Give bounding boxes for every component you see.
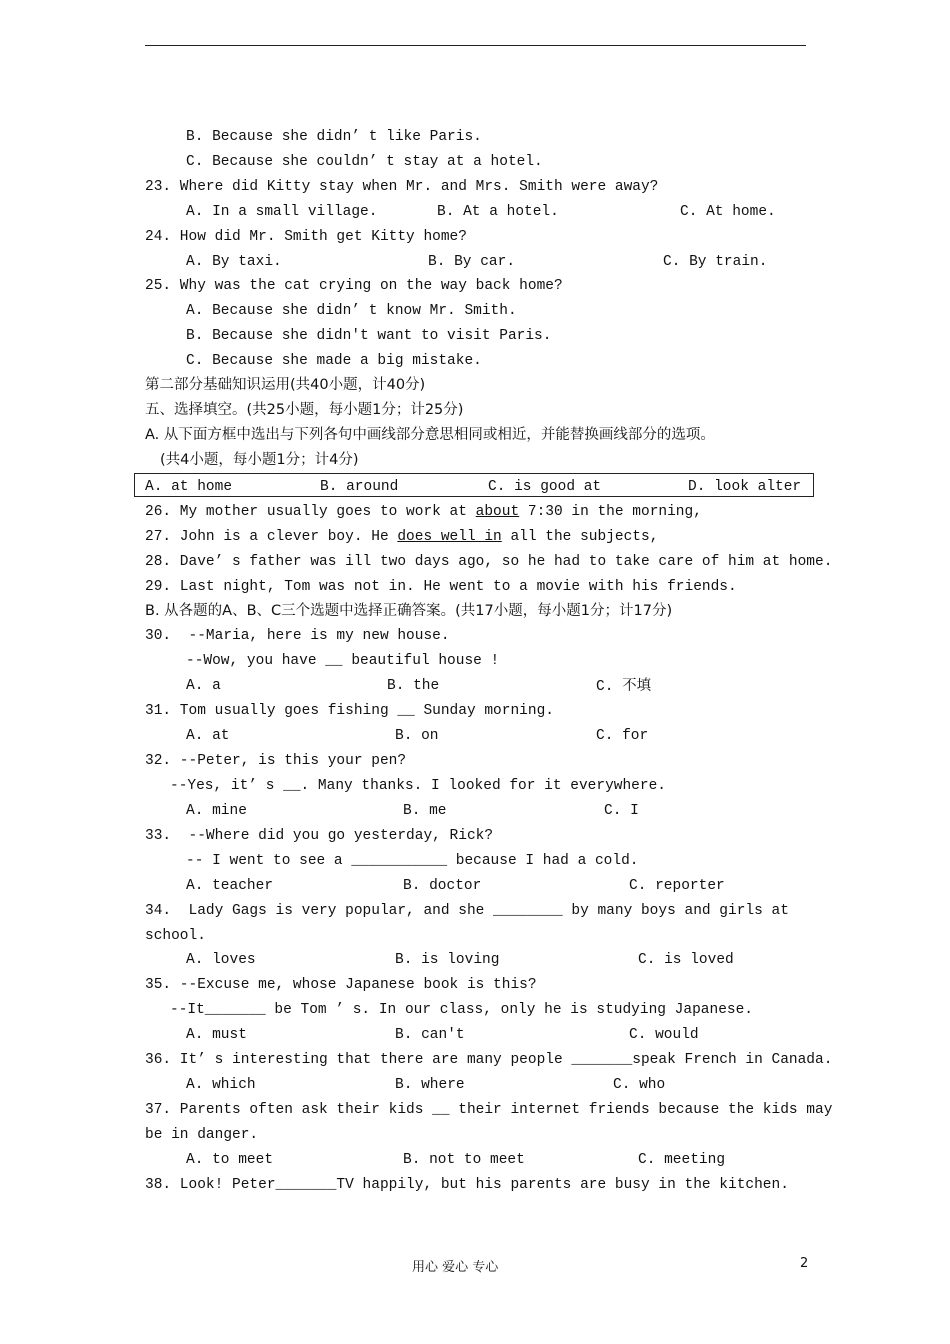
part2-heading: 第二部分基础知识运用(共40小题，计40分) — [145, 377, 426, 393]
q23-option-b: B. At a hotel. — [437, 204, 559, 220]
q37-line1: 37. Parents often ask their kids __ their internet friends because the kids may — [145, 1102, 833, 1118]
q36-stem: 36. It’ s interesting that there are many people _______speak French in Canada. — [145, 1052, 833, 1068]
q31-stem: 31. Tom usually goes fishing __ Sunday morning. — [145, 703, 554, 719]
q33-line2: -- I went to see a ___________ because I had a cold. — [186, 853, 639, 869]
q30-line1: 30. --Maria, here is my new house. — [145, 628, 450, 644]
q33-line1: 33. --Where did you go yesterday, Rick? — [145, 828, 494, 844]
q22-option-c: C. Because she couldn’ t stay at a hotel. — [186, 154, 543, 170]
box-option-b: B. around — [320, 479, 399, 495]
q37-option-b: B. not to meet — [403, 1152, 525, 1168]
q31-option-a: A. at — [186, 728, 230, 744]
partA-scoring: (共4小题，每小题1分；计4分) — [160, 452, 359, 468]
q25-option-c: C. Because she made a big mistake. — [186, 353, 482, 369]
q23-stem: 23. Where did Kitty stay when Mr. and Mrs. Smith were away? — [145, 179, 659, 195]
q37-line2: be in danger. — [145, 1127, 259, 1143]
q35-option-a: A. must — [186, 1027, 247, 1043]
q26-post: 7:30 in the morning, — [519, 504, 702, 520]
q26-underlined: about — [475, 504, 520, 520]
q24-option-a: A. By taxi. — [186, 254, 282, 270]
q24-option-b: B. By car. — [428, 254, 516, 270]
q27-pre: 27. John is a clever boy. He — [145, 529, 398, 545]
q23-option-c: C. At home. — [680, 204, 776, 220]
q33-option-a: A. teacher — [186, 878, 274, 894]
header-rule — [145, 45, 806, 46]
q34-option-c: C. is loved — [638, 952, 734, 968]
q34-line1: 34. Lady Gags is very popular, and she ________ by many boys and girls at — [145, 903, 789, 919]
q27-post: all the subjects, — [501, 529, 659, 545]
partA-instruction: A. 从下面方框中选出与下列各句中画线部分意思相同或相近，并能替换画线部分的选项。 — [145, 427, 715, 443]
q32-option-c: C. I — [604, 803, 639, 819]
q35-line1: 35. --Excuse me, whose Japanese book is this? — [145, 977, 537, 993]
page-number: 2 — [800, 1256, 809, 1271]
q28: 28. Dave’ s father was ill two days ago, so he had to take care of him at home. — [145, 554, 833, 570]
q24-option-c: C. By train. — [663, 254, 768, 270]
q26-pre: 26. My mother usually goes to work at — [145, 504, 476, 520]
q34-line2: school. — [145, 928, 206, 944]
q38-stem: 38. Look! Peter_______TV happily, but his parents are busy in the kitchen. — [145, 1177, 789, 1193]
q36-option-c: C. who — [613, 1077, 666, 1093]
q24-stem: 24. How did Mr. Smith get Kitty home? — [145, 229, 467, 245]
q35-option-b: B. can't — [395, 1027, 465, 1043]
q33-option-b: B. doctor — [403, 878, 482, 894]
q31-option-b: B. on — [395, 728, 439, 744]
q25-stem: 25. Why was the cat crying on the way back home? — [145, 278, 563, 294]
q37-option-a: A. to meet — [186, 1152, 274, 1168]
q35-option-c: C. would — [629, 1027, 699, 1043]
q32-line1: 32. --Peter, is this your pen? — [145, 753, 407, 769]
box-option-d: D. look alter — [688, 479, 802, 495]
q36-option-a: A. which — [186, 1077, 256, 1093]
section5-heading: 五、选择填空。(共25小题，每小题1分；计25分) — [145, 402, 464, 418]
q27 — [145, 527, 658, 547]
q30-option-b: B. the — [387, 678, 440, 694]
q26 — [145, 502, 702, 522]
q23-option-a: A. In a small village. — [186, 204, 378, 220]
q30-option-c-letter: C. — [596, 679, 623, 695]
q30-option-c-text: 不填 — [622, 678, 652, 694]
partB-instruction: B. 从各题的A、B、C三个选题中选择正确答案。(共17小题，每小题1分；计17分) — [145, 603, 673, 619]
q22-option-b: B. Because she didn’ t like Paris. — [186, 129, 482, 145]
q29: 29. Last night, Tom was not in. He went to a movie with his friends. — [145, 579, 737, 595]
q31-option-c: C. for — [596, 728, 649, 744]
q30-option-c — [596, 676, 651, 697]
q37-option-c: C. meeting — [638, 1152, 726, 1168]
q36-option-b: B. where — [395, 1077, 465, 1093]
box-option-c: C. is good at — [488, 479, 602, 495]
q32-option-b: B. me — [403, 803, 447, 819]
q32-option-a: A. mine — [186, 803, 247, 819]
q27-underlined: does well in — [397, 529, 502, 545]
q34-option-b: B. is loving — [395, 952, 500, 968]
box-option-a: A. at home — [145, 479, 233, 495]
footer-motto: 用心 爱心 专心 — [412, 1260, 499, 1275]
q25-option-b: B. Because she didn't want to visit Paris. — [186, 328, 552, 344]
q30-option-a: A. a — [186, 678, 221, 694]
q34-option-a: A. loves — [186, 952, 256, 968]
q35-line2: --It_______ be Tom ’ s. In our class, only he is studying Japanese. — [170, 1002, 753, 1018]
q30-line2: --Wow, you have __ beautiful house ! — [186, 653, 500, 669]
q32-line2: --Yes, it’ s __. Many thanks. I looked for it everywhere. — [170, 778, 666, 794]
q33-option-c: C. reporter — [629, 878, 725, 894]
q25-option-a: A. Because she didn’ t know Mr. Smith. — [186, 303, 517, 319]
